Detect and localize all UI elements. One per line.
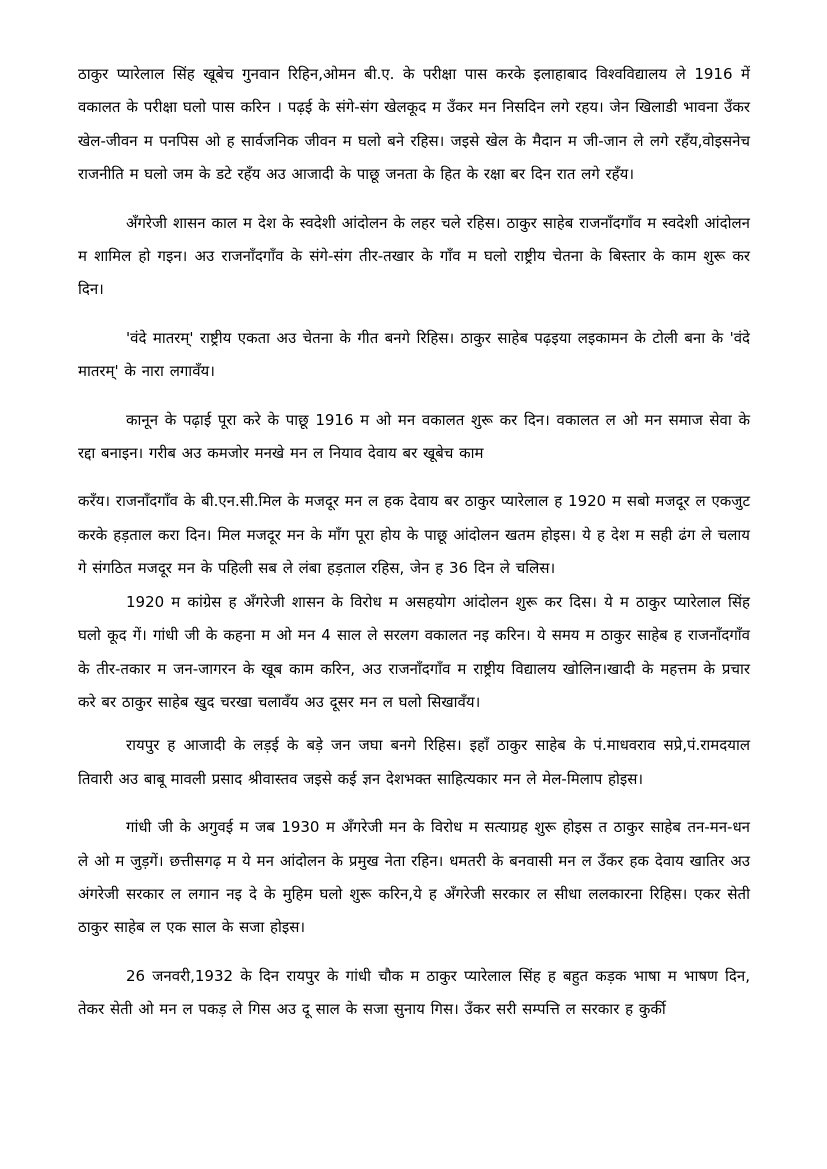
paragraph-4: कानून के पढ़ाई पूरा करे के पाछू 1916 म ओ मन वकालत शुरू कर दिन। वकालत ल ओ मन समाज सेवा के रद्दा बनाइन। गरीब अउ कमजोर मनखे मन ल नियाव देवाय बर खूबेच काम: [78, 410, 750, 463]
paragraph-5: करँय। राजनाँदगाँव के बी.एन.सी.मिल के मजदूर मन ल हक देवाय बर ठाकुर प्यारेलाल ह 1920 म सबो मजदूर ल एकजुट करके हड़ताल करा दिन। मिल मजदूर मन के माँग पूरा होय के पाछू आंदोलन खतम होइस। ये ह देश म सही ढंग ले चलाय गे संगठित मजदूर मन के पहिली सब ले लंबा हड़ताल रहिस, जेन ह 36 दिन ले चलिस।: [78, 492, 750, 578]
paragraph-7: रायपुर ह आजादी के लड़ई के बड़े जन जघा बनगे रिहिस। इहाँ ठाकुर साहेब के पं.माधवराव सप्रे,पं.रामदयाल तिवारी अउ बाबू मावली प्रसाद श्रीवास्तव जइसे कई ज्ञन देशभक्त साहित्यकार मन ले मेल-मिलाप होइस।: [78, 736, 750, 788]
paragraph-3: 'वंदे मातरम्' राष्ट्रीय एकता अउ चेतना के गीत बनगे रिहिस। ठाकुर साहेब पढ़इया लइकामन के टोली बना के 'वंदे मातरम्' के नारा लगावँय।: [78, 328, 750, 381]
paragraph-8: गांधी जी के अगुवई म जब 1930 म अँगरेजी मन के विरोध म सत्याग्रह शुरू होइस त ठाकुर साहेब तन-मन-धन ले ओ म जुड़गें। छत्तीसगढ़ म ये मन आंदोलन के प्रमुख नेता रहिन। धमतरी के बनवासी मन ल उँकर हक देवाय खातिर अउ अंगरेजी सरकार ल लगान नइ दे के मुहिम घलो शुरू करिन,ये ह अँगरेजी सरकार ल सीधा ललकारना रिहिस। एकर सेती ठाकुर साहेब ल एक साल के सजा होइस।: [78, 818, 750, 937]
paragraph-1: ठाकुर प्यारेलाल सिंह खूबेच गुनवान रिहिन,ओमन बी.ए. के परीक्षा पास करके इलाहाबाद विश्वविद्यालय ले 1916 में वकालत के परीक्षा घलो पास करिन । पढ़ई के संगे-संग खेलकूद म उँकर मन निसदिन लगे रहय। जेन खिलाडी भावना उँकर खेल-जीवन म पनपिस ओ ह सार्वजनिक जीवन म घलो बने रहिस। जइसे खेल के मैदान म जी-जान ले लगे रहँय,वोइसनेच राजनीति म घलो जम के डटे रहँय अउ आजादी के पाछू जनता के हित के रक्षा बर दिन रात लगे रहँय।: [78, 65, 750, 184]
paragraph-9: 26 जनवरी,1932 के दिन रायपुर के गांधी चौक म ठाकुर प्यारेलाल सिंह ह बहुत कड़क भाषा म भाषण दिन, तेकर सेती ओ मन ल पकड़ ले गिस अउ दू साल के सजा सुनाय गिस। उँकर सरी सम्पत्ति ल सरकार ह कुर्की: [78, 966, 750, 1019]
document-page: [78, 58, 750, 1042]
paragraph-6: 1920 म कांग्रेस ह अँगरेजी शासन के विरोध म असहयोग आंदोलन शुरू कर दिस। ये म ठाकुर प्यारेलाल सिंह घलो कूद गें। गांधी जी के कहना म ओ मन 4 साल ले सरलग वकालत नइ करिन। ये समय म ठाकुर साहेब ह राजनाँदगाँव के तीर-तकार म जन-जागरन के खूब काम करिन, अउ राजनाँदगाँव म राष्ट्रीय विद्यालय खोलिन।खादी के महत्तम के प्रचार करे बर ठाकुर साहेब खुद चरखा चलावँय अउ दूसर मन ल घलो सिखावँय।: [78, 592, 750, 711]
paragraph-2: अँगरेजी शासन काल म देश के स्वदेशी आंदोलन के लहर चले रहिस। ठाकुर साहेब राजनाँदगाँव म स्वदेशी आंदोलन म शामिल हो गइन। अउ राजनाँदगाँव के संगे-संग तीर-तखार के गाँव म घलो राष्ट्रीय चेतना के बिस्तार के काम शुरू कर दिन।: [78, 213, 750, 299]
